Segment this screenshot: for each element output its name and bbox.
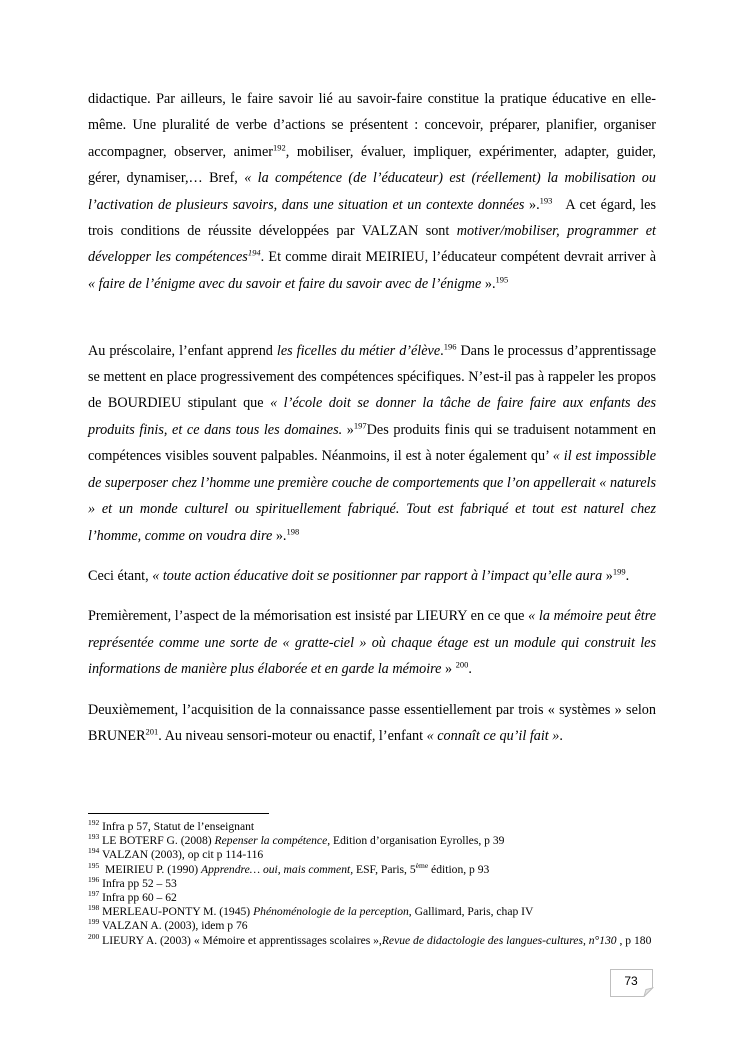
footnote-title: Revue de didactologie des langues-cultures, n°130 bbox=[381, 933, 617, 947]
footnote-number: 195 bbox=[88, 860, 100, 870]
text-run: . bbox=[559, 727, 563, 744]
quote: « l’école doit se donner la tâche de faire faire aux enfants des produits finis, et ce dans tous les domaines. bbox=[88, 395, 656, 438]
footnote-text: Infra pp 52 – 53 bbox=[99, 876, 177, 890]
text-run: Deuxièmement, l’acquisition de la connaissance passe essentiellement par trois « systèmes » selon BRUNER bbox=[88, 701, 656, 744]
footnote-ref[interactable]: 195 bbox=[495, 274, 509, 285]
text-run: didactique. Par ailleurs, le faire savoir lié au savoir-faire constitue la pratique éducative en elle-même. Une pluralité de verbe d’actions se présentent : concevoir, préparer, planifier, organiser accompagner, observer, animer bbox=[88, 91, 656, 160]
quote: « la compétence (de l’éducateur) est (réellement) la mobilisation ou l’activation de plusieurs savoirs, dans une situation et un contexte données bbox=[88, 170, 656, 213]
footnote-text: VALZAN (2003), op cit p 114-116 bbox=[99, 848, 264, 862]
footnote-number: 192 bbox=[88, 818, 100, 828]
footnote-text: Infra p 57, Statut de l’enseignant bbox=[99, 820, 255, 833]
footnote-number: 198 bbox=[88, 903, 100, 913]
text-run: A cet égard, les trois conditions de réussite développées par VALZAN sont bbox=[88, 196, 660, 240]
text-run: . Et comme dirait MEIRIEU, l’éducateur compétent devrait arriver à bbox=[260, 249, 656, 266]
text-run: ». bbox=[481, 275, 496, 292]
footnote-text: , p 180 bbox=[616, 933, 652, 947]
document-body bbox=[88, 86, 660, 749]
footnote bbox=[88, 874, 656, 891]
footnote-text: , Edition d’organisation Eyrolles, p 39 bbox=[327, 834, 505, 848]
footnote-text: MERLEAU-PONTY M. (1945) bbox=[99, 905, 254, 919]
quote: « la mémoire peut être représentée comme une sorte de « gratte-ciel » où chaque étage est un module qui construit les informations de manière plus élaborée et en garde la mémoire bbox=[88, 608, 656, 678]
footnote-title: Repenser la compétence bbox=[214, 834, 328, 848]
text-run: Premièrement, l’aspect de la mémorisation est insisté par LIEURY en ce que bbox=[88, 608, 529, 625]
text-run: . bbox=[625, 567, 630, 584]
paragraph-2 bbox=[88, 338, 656, 549]
paragraph-3 bbox=[88, 563, 656, 589]
footnote bbox=[88, 834, 656, 848]
footnote bbox=[88, 919, 656, 933]
text-run: . bbox=[468, 661, 472, 678]
footnote-ref[interactable]: 193 bbox=[539, 194, 553, 205]
footnote-text: MEIRIEU P. (1990) bbox=[99, 862, 202, 876]
text-run: Au préscolaire, l’enfant apprend bbox=[88, 342, 277, 359]
footnote bbox=[88, 891, 656, 905]
text-run: Des produits finis qui se traduisent notamment en compétences visibles souvent palpables. Néanmoins, il est à noter également qu’ bbox=[88, 421, 656, 465]
footnote-text: , Gallimard, Paris, chap IV bbox=[408, 905, 534, 919]
footnote bbox=[88, 848, 656, 862]
footnote-text: LIEURY A. (2003) « Mémoire et apprentissages scolaires », bbox=[99, 933, 382, 947]
footnote-ref[interactable]: 194 bbox=[247, 247, 261, 258]
footnote bbox=[88, 860, 656, 877]
section-heading bbox=[88, 299, 656, 325]
footnote-number: 194 bbox=[88, 846, 100, 856]
footnote-ref[interactable]: 196 bbox=[443, 340, 457, 351]
quote: motiver/mobiliser, programmer et développer les compétences bbox=[88, 223, 656, 266]
footnote bbox=[88, 931, 656, 948]
text-run: ». bbox=[272, 527, 287, 544]
footnote-ref[interactable]: 198 bbox=[286, 525, 300, 536]
footnote-number: 196 bbox=[88, 874, 100, 884]
paragraph-5 bbox=[88, 697, 656, 750]
quote: « connaît ce qu’il fait » bbox=[426, 727, 560, 744]
page-number: 73 bbox=[624, 974, 638, 988]
footnote bbox=[88, 905, 656, 919]
text-run: . bbox=[440, 342, 444, 359]
footnotes bbox=[88, 820, 656, 948]
quote: « il est impossible de superposer chez l’homme une première couche de comportements que l’on appellerait « naturels » et un monde culturel ou spirituellement fabriqué. Tout est fabriqué et tout est naturel chez l’homme, comme on voudra dire bbox=[88, 448, 656, 544]
footnote-ref[interactable]: 199 bbox=[612, 566, 626, 577]
text-run: ». bbox=[524, 196, 540, 213]
footnote-text: LE BOTERF G. (2008) bbox=[99, 834, 215, 848]
footnote-text: VALZAN A. (2003), idem p 76 bbox=[99, 919, 248, 933]
footnote-ref[interactable]: 192 bbox=[272, 142, 286, 153]
text-run: » bbox=[441, 661, 456, 678]
footnote-number: 200 bbox=[88, 931, 100, 941]
footnote-text: édition, p 93 bbox=[428, 862, 490, 876]
footnote-number: 199 bbox=[88, 917, 100, 927]
footnote-number: 193 bbox=[88, 832, 100, 842]
paragraph-4 bbox=[88, 603, 656, 682]
footnote-title: Phénoménologie de la perception bbox=[253, 905, 409, 919]
text-run: . Au niveau sensori-moteur ou enactif, l’enfant bbox=[158, 727, 427, 744]
page-number-box bbox=[610, 969, 654, 997]
text-run: » bbox=[342, 421, 354, 438]
ordinal-suffix: ème bbox=[415, 860, 429, 870]
footnote-text: ESF, Paris, 5 bbox=[353, 862, 416, 876]
footnote-text: Infra pp 60 – 62 bbox=[99, 891, 177, 905]
footnote-separator bbox=[88, 813, 269, 814]
quote: « faire de l’énigme avec du savoir et faire du savoir avec de l’énigme bbox=[88, 275, 482, 292]
footnote-number: 197 bbox=[88, 889, 100, 899]
footnote-ref[interactable]: 197 bbox=[353, 420, 367, 431]
text-run: , mobiliser, évaluer, impliquer, expérimenter, adapter, guider, gérer, dynamiser,… Bref, bbox=[88, 143, 656, 187]
text-run: Dans le processus d’apprentissage se mettent en place progressivement des compétences spécifiques. N’est-il pas à rappeler les propos de BOURDIEU stipulant que bbox=[88, 342, 656, 412]
footnote bbox=[88, 820, 656, 834]
paragraph-1 bbox=[88, 86, 660, 297]
footnote-ref[interactable]: 201 bbox=[145, 726, 159, 737]
text-run: Ceci étant, bbox=[88, 567, 153, 584]
footnote-ref[interactable]: 200 bbox=[455, 659, 469, 670]
text-run: » bbox=[602, 567, 613, 584]
footnote-title: Apprendre… oui, mais comment, bbox=[201, 862, 354, 876]
quote: « toute action éducative doit se positionner par rapport à l’impact qu’elle aura bbox=[152, 567, 603, 584]
quote: les ficelles du métier d’élève bbox=[276, 342, 441, 359]
